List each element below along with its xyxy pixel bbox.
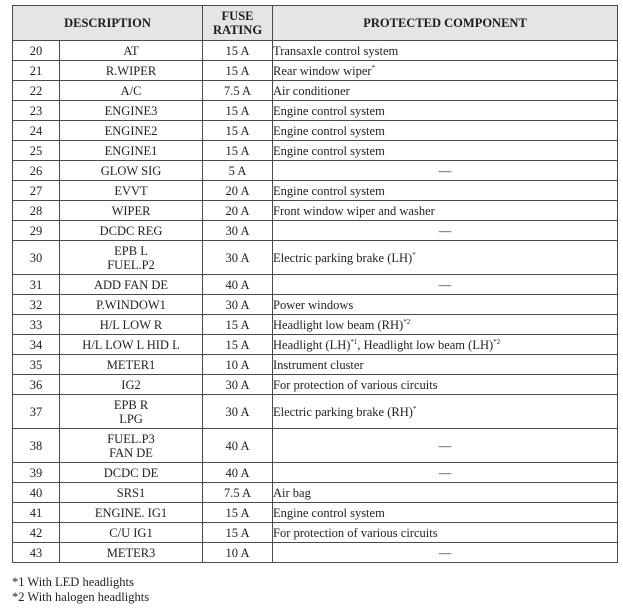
fuse-number: 31	[13, 275, 60, 295]
protected-component	[273, 483, 618, 503]
fuse-description	[60, 523, 203, 543]
protected-component	[273, 121, 618, 141]
fuse-number: 21	[13, 61, 60, 81]
header-fuse-rating	[203, 6, 273, 41]
fuse-description-line: ENGINE2	[104, 123, 158, 138]
table-row	[13, 241, 618, 275]
header-fuse-rating-line1: FUSE	[221, 9, 254, 23]
protected-component	[273, 375, 618, 395]
header-protected-component: PROTECTED COMPONENT	[273, 6, 618, 41]
fuse-number: 23	[13, 101, 60, 121]
header-fuse-rating-line2: RATING	[212, 23, 263, 37]
fuse-number: 39	[13, 463, 60, 483]
fuse-description	[60, 429, 203, 463]
table-row	[13, 41, 618, 61]
fuse-description	[60, 483, 203, 503]
fuse-description-line: IG2	[121, 377, 141, 392]
protected-component-text: Air conditioner	[273, 83, 350, 98]
fuse-rating: 15 A	[203, 315, 273, 335]
fuse-description	[60, 395, 203, 429]
table-header-row	[13, 6, 618, 41]
protected-component-text: —	[438, 223, 452, 238]
fuse-description-line: AT	[123, 43, 139, 58]
protected-component-text: Engine control system	[273, 123, 385, 138]
protected-component-text: Rear window wiper	[273, 63, 372, 78]
fuse-rating: 15 A	[203, 61, 273, 81]
protected-component	[273, 429, 618, 463]
table-row	[13, 543, 618, 563]
protected-component	[273, 523, 618, 543]
protected-component-text: Headlight (LH)	[273, 337, 351, 352]
fuse-description	[60, 221, 203, 241]
fuse-description	[60, 503, 203, 523]
footnote-mark: *2	[403, 317, 411, 326]
fuse-description-line: METER3	[106, 545, 156, 560]
footnote-mark: *1	[350, 337, 358, 346]
fuse-description-line: ENGINE3	[104, 103, 158, 118]
footnotes	[12, 575, 149, 605]
fuse-description	[60, 463, 203, 483]
fuse-description-line: FUEL.P2	[107, 257, 155, 272]
fuse-description	[60, 81, 203, 101]
fuse-number: 43	[13, 543, 60, 563]
fuse-number: 22	[13, 81, 60, 101]
table-row	[13, 181, 618, 201]
protected-component-text: For protection of various circuits	[273, 525, 438, 540]
protected-component-text: —	[438, 545, 452, 560]
protected-component	[273, 355, 618, 375]
table-row	[13, 275, 618, 295]
protected-component	[273, 101, 618, 121]
fuse-number: 20	[13, 41, 60, 61]
fuse-description	[60, 161, 203, 181]
fuse-number: 33	[13, 315, 60, 335]
protected-component-text: Instrument cluster	[273, 357, 364, 372]
protected-component	[273, 503, 618, 523]
fuse-description	[60, 275, 203, 295]
fuse-description	[60, 61, 203, 81]
protected-component-text: —	[438, 277, 452, 292]
fuse-rating: 30 A	[203, 395, 273, 429]
fuse-table	[12, 5, 618, 563]
protected-component	[273, 295, 618, 315]
fuse-rating: 15 A	[203, 503, 273, 523]
fuse-description-line: C/U IG1	[109, 525, 153, 540]
protected-component-text: Electric parking brake (RH)	[273, 404, 413, 419]
fuse-description	[60, 315, 203, 335]
fuse-description	[60, 335, 203, 355]
fuse-description-line: R.WIPER	[105, 63, 157, 78]
protected-component-text: Engine control system	[273, 505, 385, 520]
table-row	[13, 429, 618, 463]
table-row	[13, 335, 618, 355]
protected-component	[273, 241, 618, 275]
table-row	[13, 101, 618, 121]
protected-component-text: For protection of various circuits	[273, 377, 438, 392]
table-row	[13, 161, 618, 181]
table-row	[13, 315, 618, 335]
fuse-rating: 40 A	[203, 429, 273, 463]
protected-component	[273, 41, 618, 61]
protected-component	[273, 463, 618, 483]
fuse-description	[60, 201, 203, 221]
fuse-rating: 15 A	[203, 121, 273, 141]
fuse-number: 26	[13, 161, 60, 181]
fuse-description	[60, 295, 203, 315]
fuse-rating: 15 A	[203, 101, 273, 121]
fuse-number: 28	[13, 201, 60, 221]
protected-component	[273, 543, 618, 563]
fuse-rating: 20 A	[203, 181, 273, 201]
fuse-description	[60, 101, 203, 121]
fuse-rating: 30 A	[203, 375, 273, 395]
fuse-number: 41	[13, 503, 60, 523]
fuse-description-line: GLOW SIG	[100, 163, 162, 178]
fuse-description-line: ADD FAN DE	[93, 277, 169, 292]
fuse-description-line: ENGINE1	[104, 143, 158, 158]
fuse-number: 35	[13, 355, 60, 375]
fuse-rating: 5 A	[203, 161, 273, 181]
fuse-number: 27	[13, 181, 60, 201]
table-body	[13, 41, 618, 563]
table-row	[13, 201, 618, 221]
table-row	[13, 141, 618, 161]
fuse-description-line: DCDC DE	[103, 465, 159, 480]
protected-component	[273, 81, 618, 101]
fuse-description-line: FAN DE	[109, 445, 153, 460]
table-row	[13, 395, 618, 429]
fuse-description-line: A/C	[120, 83, 142, 98]
fuse-rating: 15 A	[203, 523, 273, 543]
table-row	[13, 375, 618, 395]
fuse-description	[60, 241, 203, 275]
fuse-description-line: WIPER	[111, 203, 151, 218]
fuse-description-line: METER1	[106, 357, 156, 372]
table-row	[13, 523, 618, 543]
table-row	[13, 503, 618, 523]
protected-component-text: Engine control system	[273, 103, 385, 118]
fuse-rating: 10 A	[203, 355, 273, 375]
fuse-rating: 15 A	[203, 141, 273, 161]
fuse-description-line: DCDC REG	[99, 223, 163, 238]
protected-component	[273, 161, 618, 181]
fuse-description	[60, 181, 203, 201]
fuse-description-line: H/L LOW R	[99, 317, 163, 332]
table-row	[13, 355, 618, 375]
table-row	[13, 61, 618, 81]
footnote-2: *2 With halogen headlights	[12, 590, 150, 604]
protected-component	[273, 335, 618, 355]
protected-component	[273, 201, 618, 221]
protected-component-text: , Headlight low beam (LH)	[357, 337, 494, 352]
fuse-number: 24	[13, 121, 60, 141]
protected-component-text: Engine control system	[273, 183, 385, 198]
protected-component-text: Power windows	[273, 297, 354, 312]
fuse-description	[60, 355, 203, 375]
protected-component	[273, 395, 618, 429]
protected-component-text: —	[438, 438, 452, 453]
table-row	[13, 221, 618, 241]
protected-component	[273, 141, 618, 161]
fuse-description	[60, 375, 203, 395]
protected-component-text: Air bag	[273, 485, 311, 500]
fuse-rating: 7.5 A	[203, 81, 273, 101]
fuse-rating: 40 A	[203, 463, 273, 483]
fuse-number: 37	[13, 395, 60, 429]
footnote-mark: *2	[493, 337, 501, 346]
fuse-rating: 15 A	[203, 335, 273, 355]
header-description: DESCRIPTION	[13, 6, 203, 41]
protected-component-text: Engine control system	[273, 143, 385, 158]
fuse-number: 40	[13, 483, 60, 503]
fuse-rating: 30 A	[203, 221, 273, 241]
fuse-number: 25	[13, 141, 60, 161]
fuse-description	[60, 543, 203, 563]
table-row	[13, 295, 618, 315]
table-row	[13, 81, 618, 101]
footnote-1: *1 With LED headlights	[12, 575, 134, 589]
fuse-description-line: EPB L	[114, 243, 148, 258]
fuse-rating: 40 A	[203, 275, 273, 295]
fuse-description-line: P.WINDOW1	[96, 297, 166, 312]
fuse-rating: 10 A	[203, 543, 273, 563]
table-row	[13, 463, 618, 483]
protected-component	[273, 221, 618, 241]
fuse-number: 34	[13, 335, 60, 355]
protected-component-text: —	[438, 163, 452, 178]
fuse-rating: 30 A	[203, 241, 273, 275]
fuse-description	[60, 141, 203, 161]
protected-component	[273, 61, 618, 81]
protected-component-text: —	[438, 465, 452, 480]
fuse-description-line: FUEL.P3	[107, 431, 155, 446]
fuse-description-line: EVVT	[114, 183, 148, 198]
fuse-description-line: LPG	[119, 411, 143, 426]
protected-component-text: Front window wiper and washer	[273, 203, 435, 218]
fuse-rating: 30 A	[203, 295, 273, 315]
protected-component-text: Electric parking brake (LH)	[273, 250, 413, 265]
footnote-mark: *	[412, 250, 416, 259]
protected-component	[273, 275, 618, 295]
fuse-number: 38	[13, 429, 60, 463]
fuse-number: 36	[13, 375, 60, 395]
protected-component	[273, 181, 618, 201]
fuse-description-line: EPB R	[113, 397, 149, 412]
fuse-description-line: H/L LOW L HID L	[82, 337, 180, 352]
fuse-rating: 20 A	[203, 201, 273, 221]
fuse-rating: 7.5 A	[203, 483, 273, 503]
fuse-description	[60, 121, 203, 141]
fuse-rating: 15 A	[203, 41, 273, 61]
footnote-mark: *	[371, 63, 376, 72]
fuse-number: 32	[13, 295, 60, 315]
protected-component-text: Headlight low beam (RH)	[273, 317, 404, 332]
fuse-number: 42	[13, 523, 60, 543]
footnote-mark: *	[412, 404, 417, 413]
fuse-number: 29	[13, 221, 60, 241]
table-row	[13, 483, 618, 503]
fuse-description	[60, 41, 203, 61]
table-row	[13, 121, 618, 141]
protected-component	[273, 315, 618, 335]
protected-component-text: Transaxle control system	[273, 43, 399, 58]
fuse-number: 30	[13, 241, 60, 275]
fuse-description-line: SRS1	[116, 485, 146, 500]
fuse-description-line: ENGINE. IG1	[94, 505, 168, 520]
